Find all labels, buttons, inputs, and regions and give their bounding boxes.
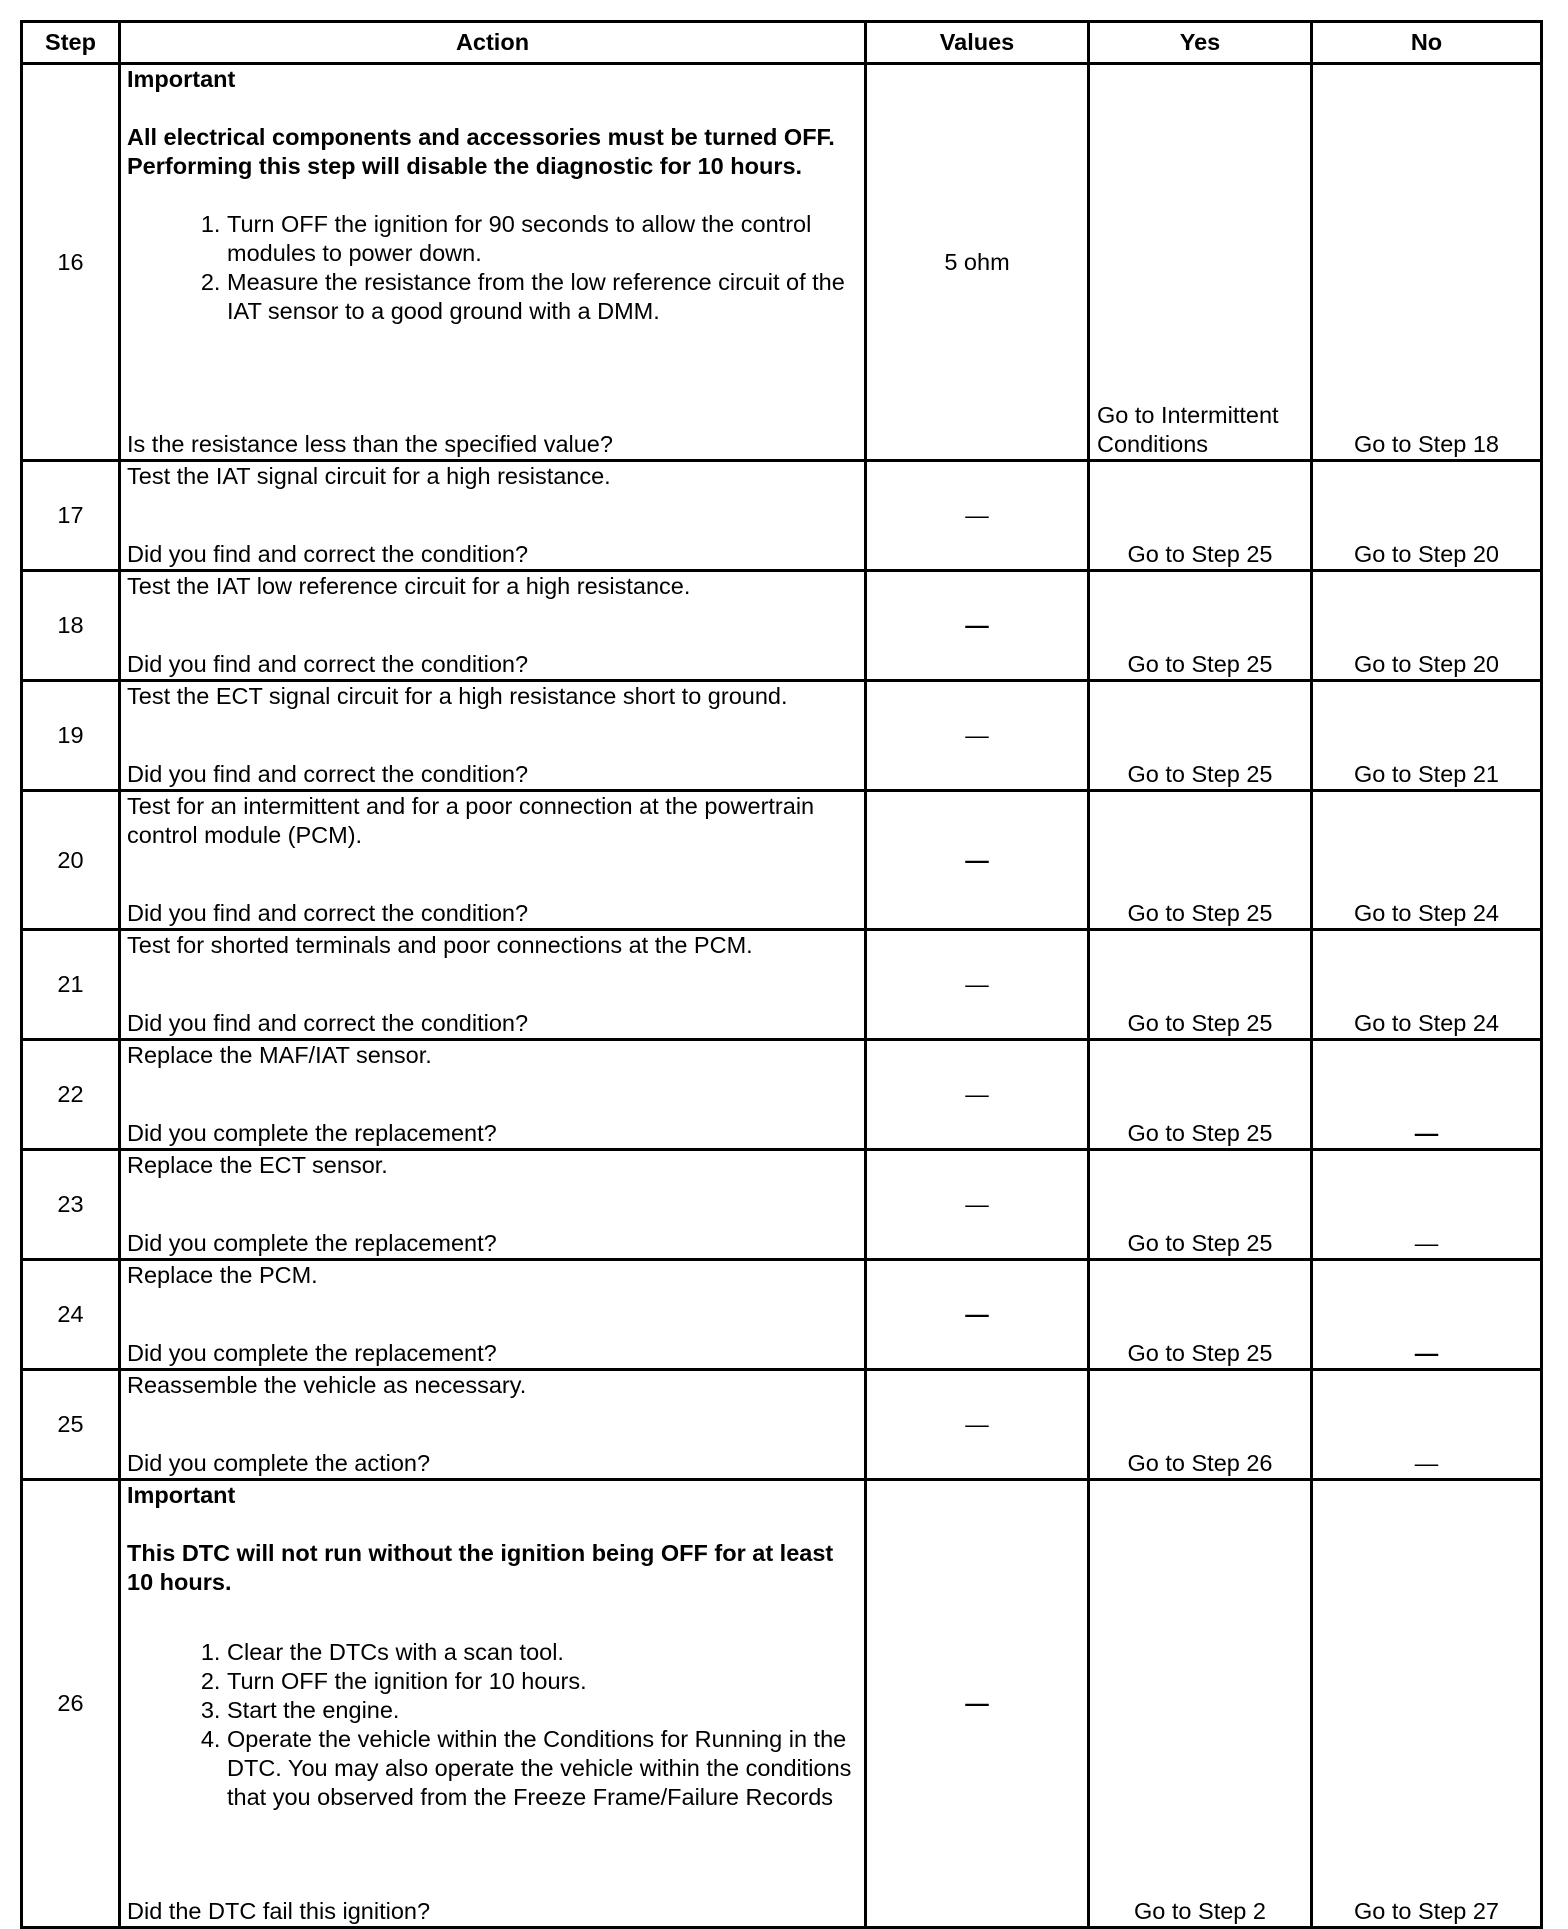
no-cell: Go to Step 24 [1312, 930, 1542, 1040]
question-text: Did you complete the action? [127, 1450, 431, 1476]
action-cell [120, 681, 866, 791]
procedure-item: 2. Measure the resistance from the low reference circuit of the IAT sensor to a good ground with a DMM. [227, 268, 856, 326]
question-text: Is the resistance less than the specified value? [127, 431, 613, 457]
table-row [22, 791, 1542, 930]
value-cell: — [866, 681, 1089, 791]
action-cell [120, 1370, 866, 1480]
action-text: Replace the MAF/IAT sensor. [127, 1042, 432, 1068]
action-text: Test for shorted terminals and poor connections at the PCM. [127, 932, 753, 958]
procedure-item: 3. Start the engine. [227, 1696, 856, 1725]
table-row [22, 1260, 1542, 1370]
step-number: 25 [22, 1370, 120, 1480]
table-row [22, 1040, 1542, 1150]
question-text: Did you find and correct the condition? [127, 651, 529, 677]
yes-cell: Go to Step 25 [1089, 1150, 1312, 1260]
value-cell: — [866, 461, 1089, 571]
value-cell: 5 ohm [866, 64, 1089, 461]
step-number: 16 [22, 64, 120, 461]
question-text: Did you find and correct the condition? [127, 761, 529, 787]
action-text: Replace the ECT sensor. [127, 1152, 388, 1178]
header-action: Action [120, 22, 866, 64]
no-cell: Go to Step 27 [1312, 1480, 1542, 1928]
header-values: Values [866, 22, 1089, 64]
no-cell: — [1312, 1370, 1542, 1480]
table-row [22, 461, 1542, 571]
table-row [22, 681, 1542, 791]
important-text: All electrical components and accessories must be turned OFF. Performing this step will disable the diagnostic for 10 hours. [127, 124, 835, 179]
no-cell: — [1312, 1150, 1542, 1260]
value-cell: — [866, 1040, 1089, 1150]
action-text: Replace the PCM. [127, 1262, 318, 1288]
table-row [22, 64, 1542, 461]
step-number: 21 [22, 930, 120, 1040]
action-cell [120, 64, 866, 461]
procedure-item: 1. Clear the DTCs with a scan tool. [227, 1638, 856, 1667]
procedure-item: 1. Turn OFF the ignition for 90 seconds to allow the control modules to power down. [227, 210, 856, 268]
action-cell [120, 791, 866, 930]
step-number: 26 [22, 1480, 120, 1928]
yes-cell: Go to Step 25 [1089, 571, 1312, 681]
important-label: Important [127, 66, 236, 92]
step-number: 18 [22, 571, 120, 681]
question-text: Did you find and correct the condition? [127, 1010, 529, 1036]
question-text: Did you find and correct the condition? [127, 900, 529, 926]
action-cell [120, 930, 866, 1040]
header-no: No [1312, 22, 1542, 64]
yes-cell: Go to Step 25 [1089, 461, 1312, 571]
header-yes: Yes [1089, 22, 1312, 64]
value-cell: — [866, 1370, 1089, 1480]
value-cell: — [866, 1480, 1089, 1928]
step-number: 20 [22, 791, 120, 930]
action-text: Test the IAT low reference circuit for a high resistance. [127, 573, 691, 599]
question-text: Did you complete the replacement? [127, 1120, 497, 1146]
value-cell: — [866, 571, 1089, 681]
table-row [22, 571, 1542, 681]
value-cell: — [866, 1150, 1089, 1260]
step-number: 23 [22, 1150, 120, 1260]
step-number: 17 [22, 461, 120, 571]
action-cell [120, 571, 866, 681]
table-row [22, 930, 1542, 1040]
header-row [22, 22, 1542, 64]
table-row [22, 1480, 1542, 1928]
question-text: Did you complete the replacement? [127, 1340, 497, 1366]
question-text: Did you find and correct the condition? [127, 541, 529, 567]
yes-cell: Go to Step 2 [1089, 1480, 1312, 1928]
yes-cell: Go to Step 25 [1089, 1260, 1312, 1370]
step-number: 19 [22, 681, 120, 791]
no-cell: Go to Step 24 [1312, 791, 1542, 930]
question-text: Did the DTC fail this ignition? [127, 1898, 431, 1924]
yes-cell: Go to Step 25 [1089, 791, 1312, 930]
question-text: Did you complete the replacement? [127, 1230, 497, 1256]
important-text: This DTC will not run without the ignition being OFF for at least 10 hours. [127, 1540, 834, 1595]
no-cell: Go to Step 20 [1312, 571, 1542, 681]
yes-cell: Go to Step 25 [1089, 930, 1312, 1040]
diagnostic-table [20, 20, 1543, 1929]
action-cell [120, 1480, 866, 1928]
action-cell [120, 1150, 866, 1260]
yes-cell: Go to Step 25 [1089, 1040, 1312, 1150]
header-step: Step [22, 22, 120, 64]
step-number: 22 [22, 1040, 120, 1150]
action-text: Reassemble the vehicle as necessary. [127, 1372, 527, 1398]
yes-cell: Go to Step 25 [1089, 681, 1312, 791]
action-cell [120, 1040, 866, 1150]
procedure-list [127, 210, 856, 326]
value-cell: — [866, 930, 1089, 1040]
action-text: Test the IAT signal circuit for a high resistance. [127, 463, 611, 489]
no-cell: Go to Step 18 [1312, 64, 1542, 461]
action-text: Test for an intermittent and for a poor connection at the powertrain control module (PCM). [127, 793, 815, 848]
yes-cell: Go to Step 26 [1089, 1370, 1312, 1480]
value-cell: — [866, 791, 1089, 930]
no-cell: — [1312, 1040, 1542, 1150]
table-row [22, 1150, 1542, 1260]
step-number: 24 [22, 1260, 120, 1370]
procedure-item: 2. Turn OFF the ignition for 10 hours. [227, 1667, 856, 1696]
action-text: Test the ECT signal circuit for a high resistance short to ground. [127, 683, 788, 709]
value-cell: — [866, 1260, 1089, 1370]
action-cell [120, 1260, 866, 1370]
table-row [22, 1370, 1542, 1480]
no-cell: — [1312, 1260, 1542, 1370]
procedure-item: 4. Operate the vehicle within the Conditions for Running in the DTC. You may also operate the vehicle within the conditions that you observed from the Freeze Frame/Failure Records [227, 1725, 856, 1812]
action-cell [120, 461, 866, 571]
important-label: Important [127, 1482, 236, 1508]
no-cell: Go to Step 21 [1312, 681, 1542, 791]
procedure-list [127, 1638, 856, 1812]
yes-cell: Go to Intermittent Conditions [1089, 64, 1312, 461]
no-cell: Go to Step 20 [1312, 461, 1542, 571]
